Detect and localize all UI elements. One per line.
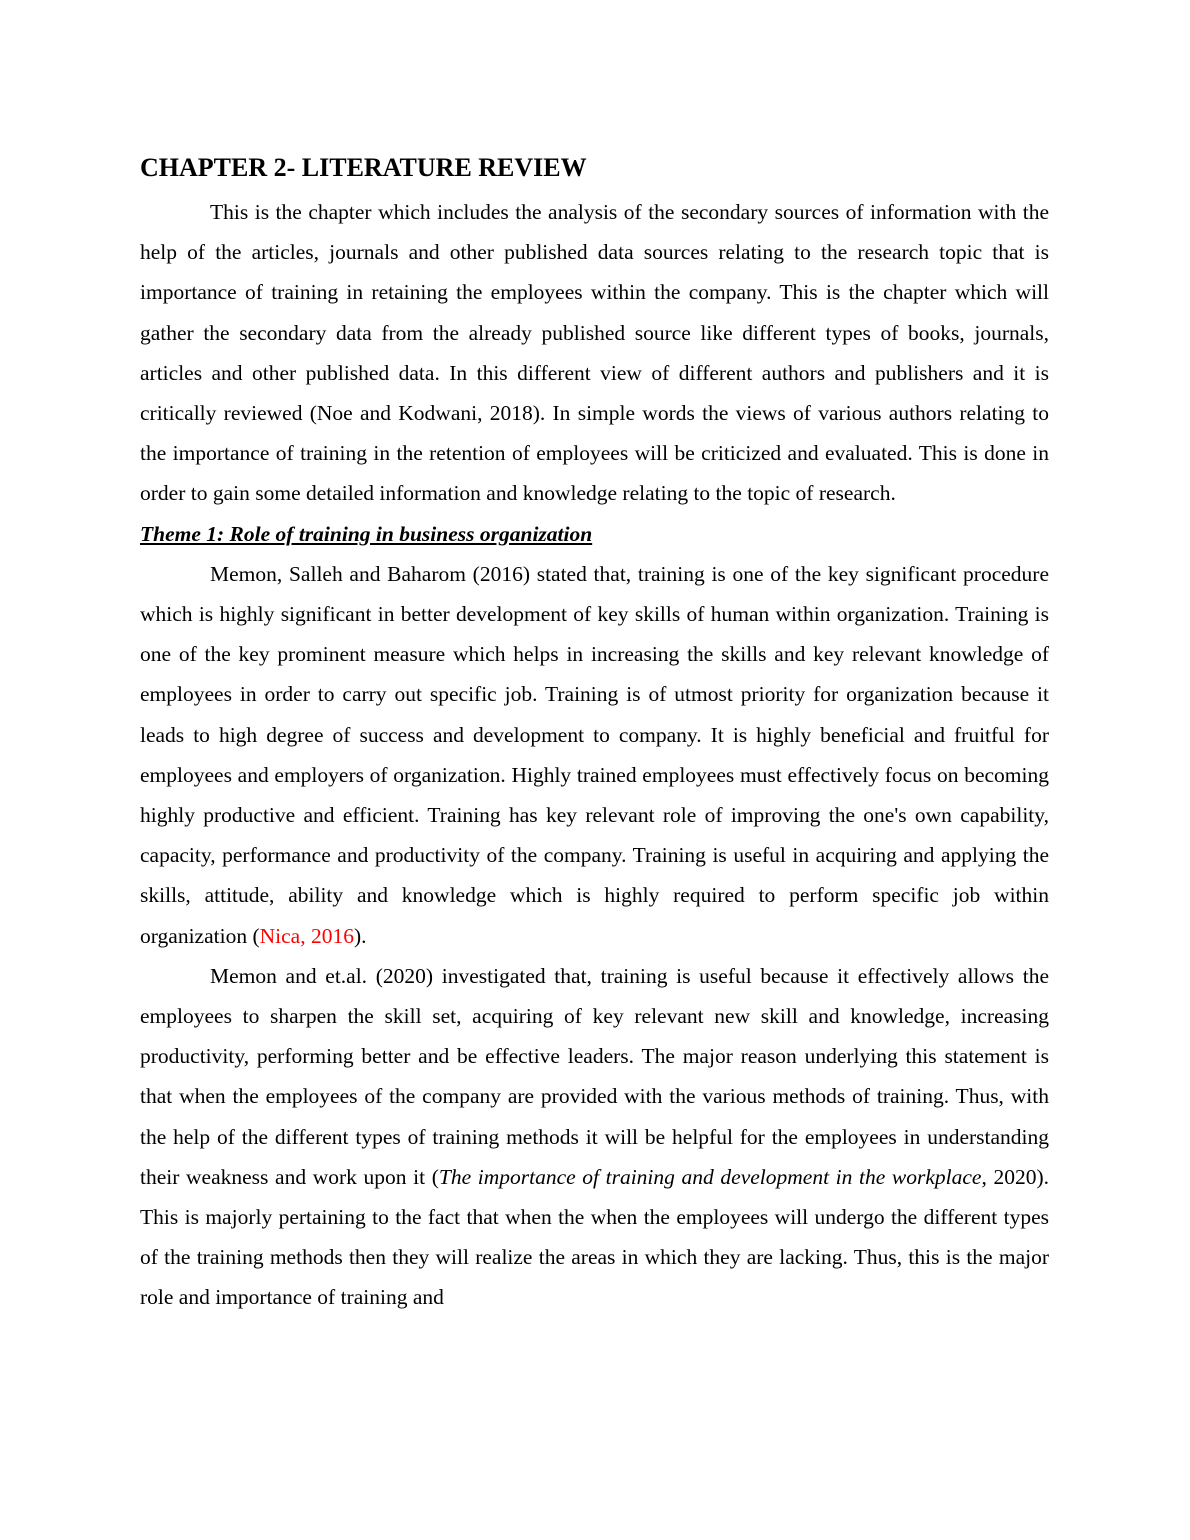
intro-paragraph: This is the chapter which includes the analysis of the secondary sources of information with the help of the articles, journals and other published data sources relating to the research topic that is importance of training in retaining the employees within the company. This is the chapter which will gather the secondary data from the already published source like different types of books, journals, articles and other published data. In this different view of different authors and publishers and it is critically reviewed (Noe and Kodwani, 2018). In simple words the views of various authors relating to the importance of training in the retention of employees will be criticized and evaluated. This is done in order to gain some detailed information and knowledge relating to the topic of research. (140, 200, 1049, 506)
document-page (140, 148, 1049, 1318)
cited-work-title: The importance of training and development in the workplace (438, 1164, 982, 1189)
paragraph-text-before: Memon and et.al. (2020) investigated that, training is useful because it effectively allows the employees to sharpen the skill set, acquiring of key relevant new skill and knowledge, increasing productivity, performing better and be effective leaders. The major reason underlying this statement is that when the employees of the company are provided with the various methods of training. Thus, with the help of the different types of training methods it will be helpful for the employees in understanding their weakness and work upon it ( (140, 963, 1049, 1189)
paragraph-text-after: , 2020). This is majorly pertaining to the fact that when the when the employees will undergo the different types of the training methods then they will realize the areas in which they are lacking. Thus, this is the major role and importance of training and (140, 1164, 1049, 1310)
theme-1-paragraph-1 (140, 554, 1049, 956)
paragraph-text: Memon, Salleh and Baharom (2016) stated that, training is one of the key significant procedure which is highly significant in better development of key skills of human within organization. Training is one of the key prominent measure which helps in increasing the skills and key relevant knowledge of employees in order to carry out specific job. Training is of utmost priority for organization because it leads to high degree of success and development to company. It is highly beneficial and fruitful for employees and employers of organization. Highly trained employees must effectively focus on becoming highly productive and efficient. Training has key relevant role of improving the one's own capability, capacity, performance and productivity of the company. Training is useful in acquiring and applying the skills, attitude, ability and knowledge which is highly required to perform specific job within organization ( (140, 561, 1049, 948)
theme-1-heading: Theme 1: Role of training in business organization (140, 521, 593, 546)
theme-1-paragraph-2 (140, 956, 1049, 1318)
citation-nica-2016: Nica, 2016 (259, 923, 354, 948)
paragraph-end: ). (353, 923, 367, 948)
chapter-title: CHAPTER 2- LITERATURE REVIEW (140, 153, 587, 182)
